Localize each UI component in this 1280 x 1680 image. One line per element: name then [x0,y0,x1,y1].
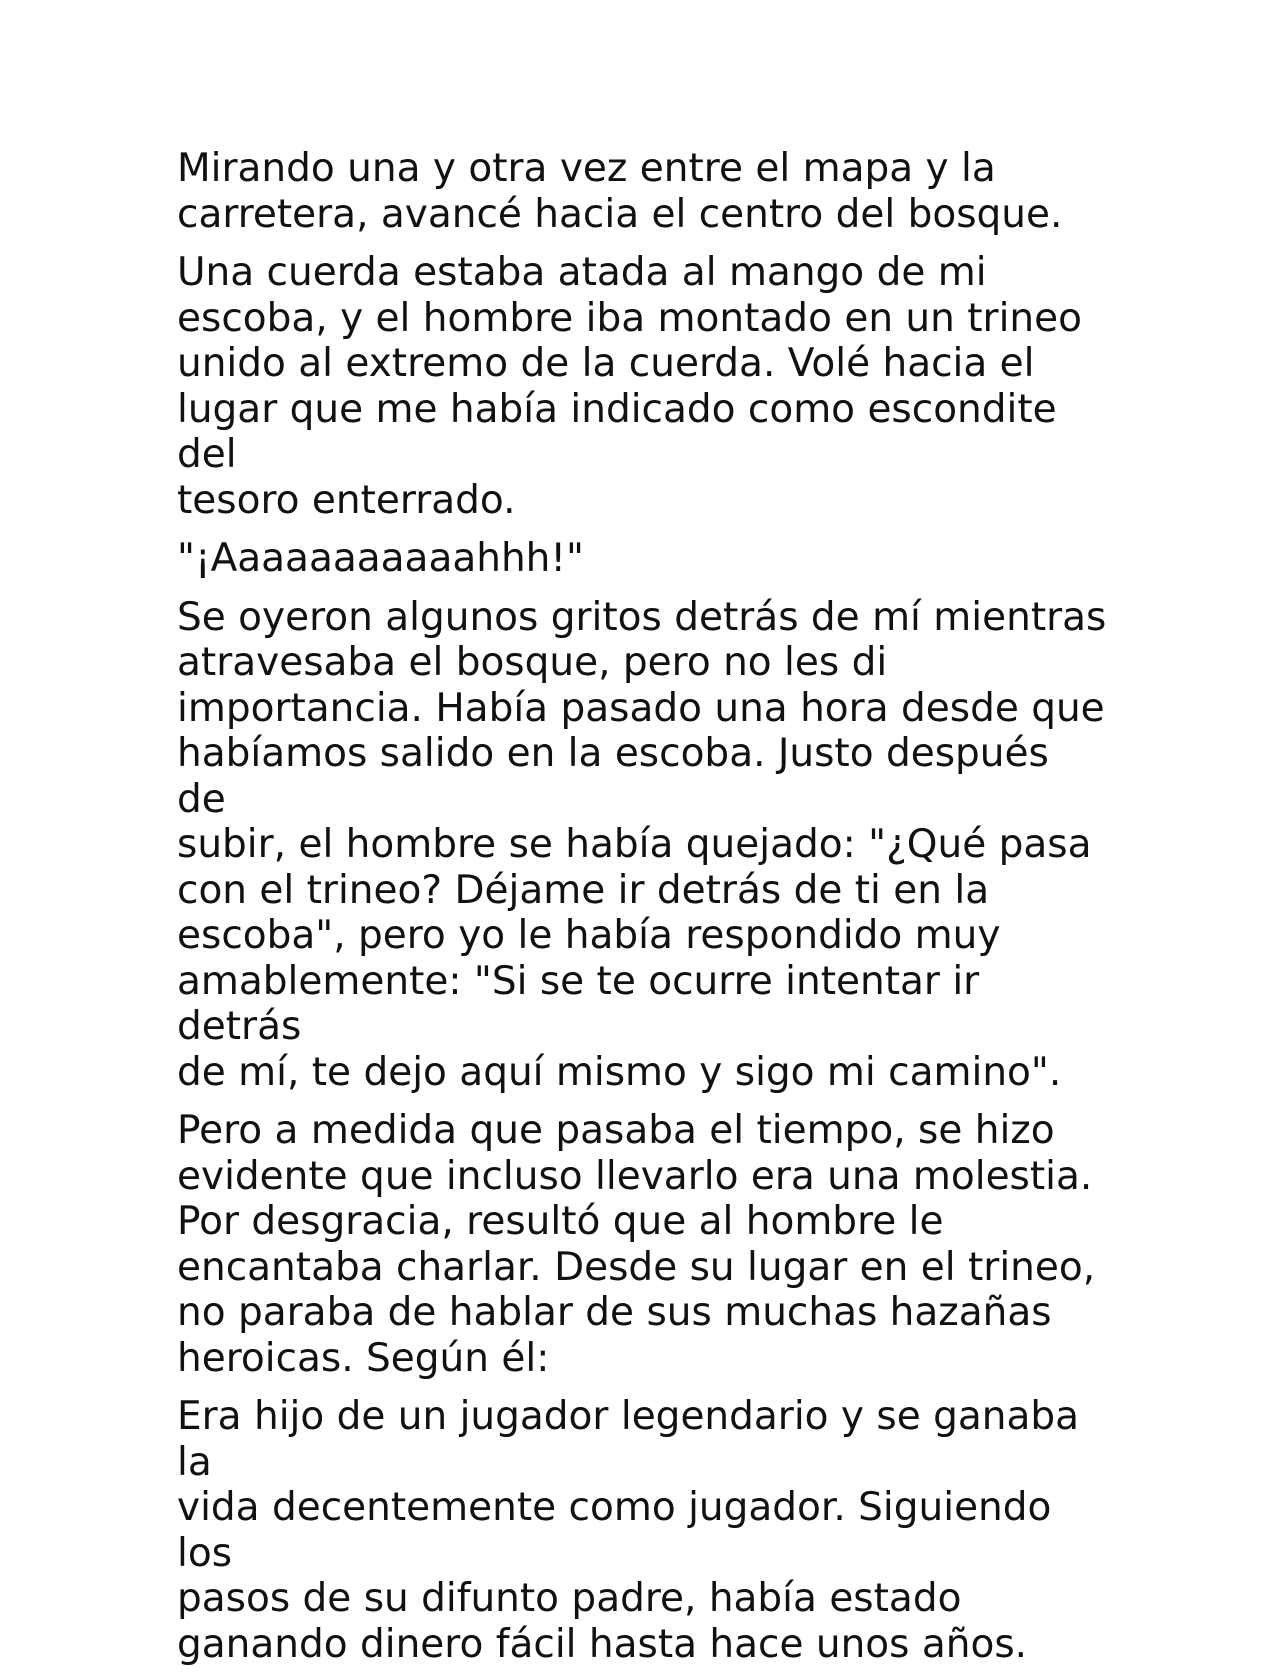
paragraph-1: Mirando una y otra vez entre el mapa y la carretera, avancé hacia el centro del bosque. [177,146,1063,237]
paragraph-5: Pero a medida que pasaba el tiempo, se hizo evidente que incluso llevarlo era una molestia. Por desgracia, resultó que al hombre le encantaba charlar. Desde su lugar en el trineo, no paraba de hablar de sus muchas hazañas heroicas. Según él: [177,1108,1096,1381]
paragraph-3: "¡Aaaaaaaaaaahhh!" [177,536,584,581]
paragraph-6: Era hijo de un jugador legendario y se ganaba la vida decentemente como jugador. Siguiendo los pasos de su difunto padre, había estado ganando dinero fácil hasta hace unos años. [177,1394,1080,1667]
paragraph-4: Se oyeron algunos gritos detrás de mí mientras atravesaba el bosque, pero no les di importancia. Había pasado una hora desde que habíamos salido en la escoba. Justo después de subir, el hombre se había quejado: "¿Qué pasa con el trineo? Déjame ir detrás de ti en la escoba", pero yo le había respondido muy amablemente: "Si se te ocurre intentar ir detrás de mí, te dejo aquí mismo y sigo mi camino". [177,594,1107,1095]
paragraph-2: Una cuerda estaba atada al mango de mi escoba, y el hombre iba montado en un trineo unido al extremo de la cuerda. Volé hacia el lugar que me había indicado como escondite del tesoro enterrado. [177,250,1082,523]
body-text [177,146,1107,1680]
